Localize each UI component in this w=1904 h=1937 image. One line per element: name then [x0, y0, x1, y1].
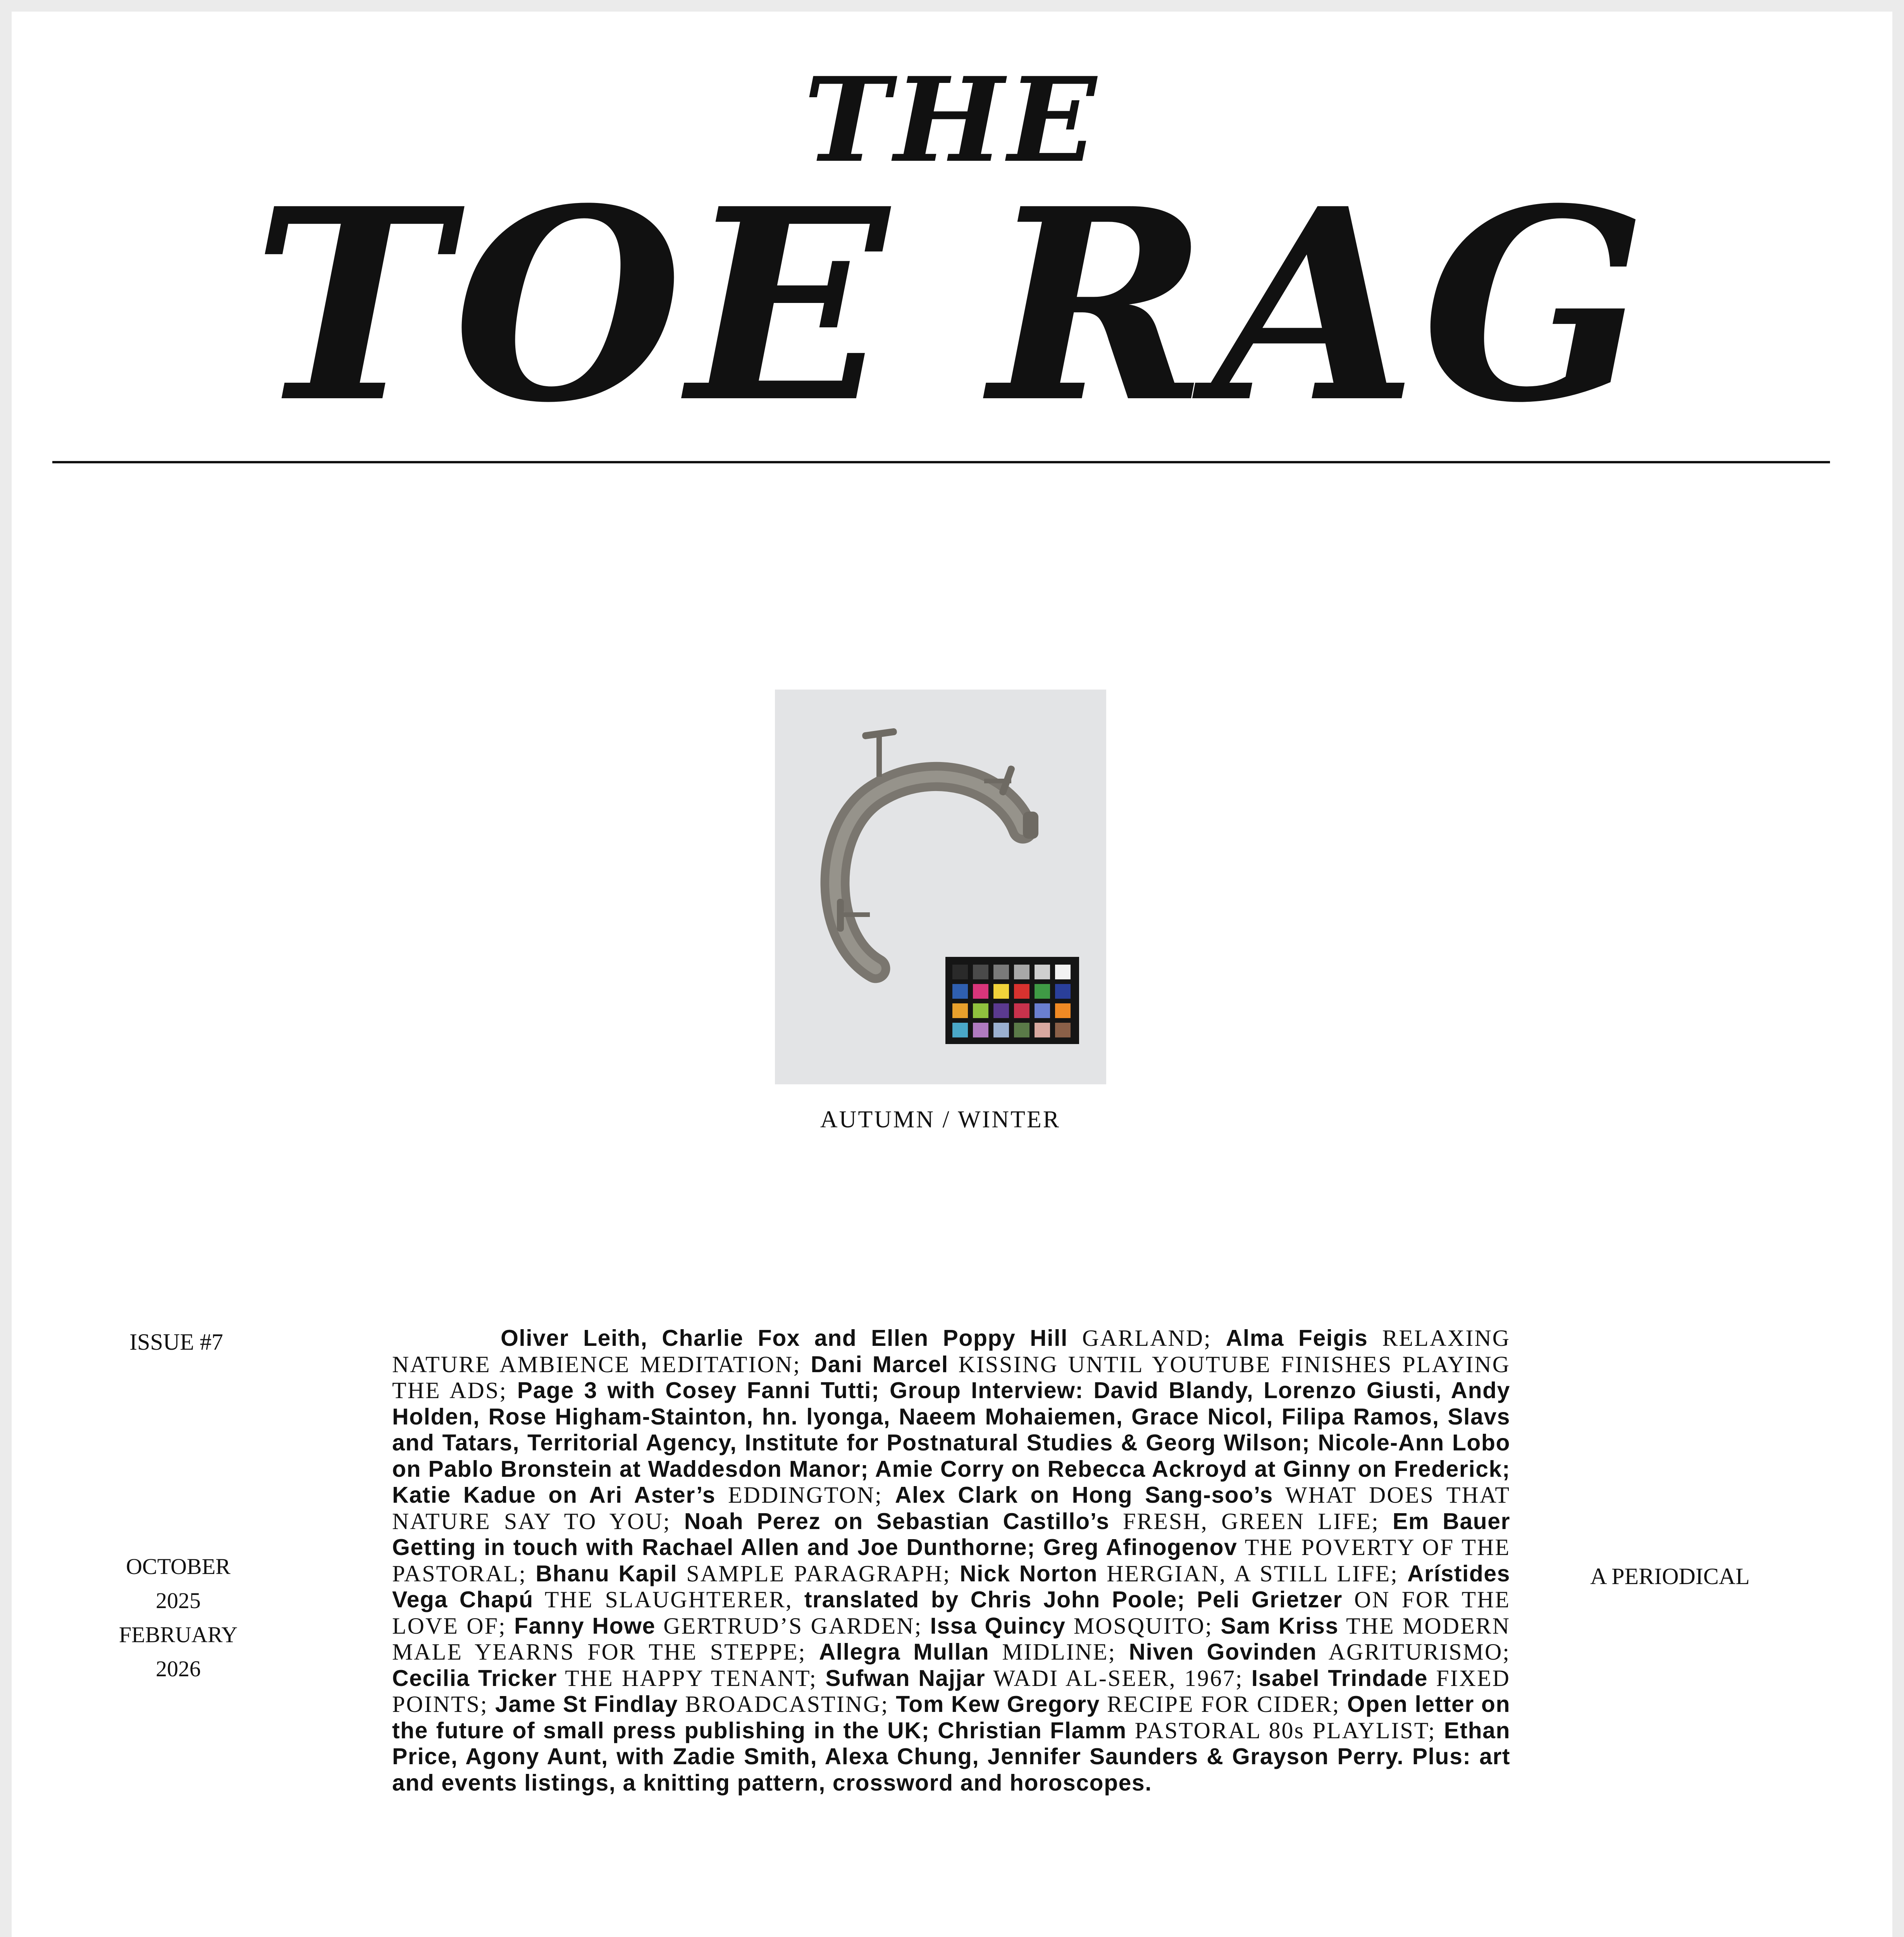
- contributor-name: Tom Kew Gregory: [896, 1691, 1100, 1717]
- piece-title: GARLAND;: [1067, 1325, 1226, 1351]
- piece-title: SAMPLE PARAGRAPH;: [677, 1560, 960, 1586]
- contributor-name: Noah Perez on Sebastian Castillo’s: [684, 1508, 1110, 1534]
- color-checker-patch: [1055, 1003, 1071, 1018]
- issue-dates: [116, 1550, 240, 1686]
- contributor-name: translated by Chris John Poole; Peli Grietzer: [804, 1587, 1343, 1612]
- date-start: OCTOBER 2025: [126, 1554, 231, 1613]
- contributor-name: Arístides Vega Chapú: [392, 1560, 1510, 1612]
- piece-title: EDDINGTON;: [715, 1482, 895, 1508]
- piece-title: FIXED POINTS;: [392, 1665, 1511, 1717]
- color-checker-patch: [993, 984, 1009, 999]
- periodical-label: A PERIODICAL: [1590, 1564, 1750, 1589]
- piece-title: THE MODERN MALE YEARNS FOR THE STEPPE;: [392, 1613, 1510, 1665]
- color-checker-patch: [973, 965, 988, 979]
- piece-title: THE SLAUGHTERER,: [533, 1587, 804, 1612]
- piece-title: AGRITURISMO;: [1317, 1639, 1510, 1665]
- color-checker-patch: [1035, 965, 1050, 979]
- color-checker-patch: [973, 1003, 988, 1018]
- contributor-name: Em Bauer Getting in touch with Rachael Allen and Joe Dunthorne; Greg Afinogenov: [392, 1508, 1510, 1560]
- color-checker-patch: [952, 965, 968, 979]
- piece-title: BROADCASTING;: [678, 1691, 896, 1717]
- color-checker-patch: [1035, 1023, 1050, 1037]
- color-checker-patch: [1014, 1023, 1029, 1037]
- piece-title: PASTORAL 80s PLAYLIST;: [1126, 1717, 1444, 1743]
- contributor-name: Oliver Leith, Charlie Fox and Ellen Poppy Hill: [501, 1325, 1068, 1351]
- contents-list: [392, 1325, 1510, 1796]
- contributor-name: Isabel Trindade: [1251, 1665, 1428, 1691]
- contributor-name: Page 3 with Cosey Fanni Tutti; Group Interview: David Blandy, Lorenzo Giusti, Andy Holden, Rose Higham-Stainton, hn. lyonga, Naeem Mohaiemen, Grace Nicol, Filipa Ramos, Slavs and Tatars, Territorial Agency, Institute for Postnatural Studies & Georg Wilson; Nicole-Ann Lobo on Pablo Bronstein at Waddesdon Manor; Amie Corry on Rebecca Ackroyd at Ginny on Frederick; Katie Kadue on Ari Aster’s: [392, 1378, 1510, 1508]
- issue-number: ISSUE #7: [129, 1329, 223, 1355]
- piece-title: HERGIAN, A STILL LIFE;: [1098, 1560, 1408, 1586]
- masthead-the: THE: [804, 52, 1100, 188]
- color-checker-patch: [1035, 984, 1050, 999]
- color-checker-patch: [993, 965, 1009, 979]
- color-checker-patch: [1035, 1003, 1050, 1018]
- color-checker-patch: [952, 1023, 968, 1037]
- contributor-name: Allegra Mullan: [819, 1639, 990, 1665]
- piece-title: THE HAPPY TENANT;: [557, 1665, 826, 1691]
- date-end: FEBRUARY 2026: [119, 1622, 238, 1681]
- season-label: AUTUMN / WINTER: [820, 1106, 1061, 1133]
- top-rule: [52, 461, 1830, 463]
- contributor-name: Niven Govinden: [1129, 1639, 1317, 1665]
- piece-title: MIDLINE;: [989, 1639, 1129, 1665]
- piece-title: GERTRUD’S GARDEN;: [655, 1613, 930, 1639]
- color-checker-patch: [993, 1023, 1009, 1037]
- contributor-name: Open letter on the future of small press publishing in the UK; Christian Flamm: [392, 1691, 1511, 1743]
- contributor-name: Sam Kriss: [1221, 1613, 1339, 1639]
- color-checker-patch: [1055, 965, 1071, 979]
- color-checker-patch: [1055, 984, 1071, 999]
- contributor-name: Alma Feigis: [1226, 1325, 1368, 1351]
- contributor-name: Sufwan Najjar: [825, 1665, 986, 1691]
- contributor-name: Nick Norton: [960, 1560, 1098, 1586]
- contributor-name: Jame St Findlay: [495, 1691, 678, 1717]
- piece-title: KISSING UNTIL YOUTUBE FINISHES PLAYING THE ADS;: [392, 1351, 1511, 1403]
- masthead-title: TOE RAG: [252, 151, 1652, 461]
- color-checker-patch: [952, 1003, 968, 1018]
- piece-title: ON FOR THE LOVE OF;: [392, 1587, 1510, 1639]
- color-checker-patch: [1014, 984, 1029, 999]
- color-checker-patch: [993, 1003, 1009, 1018]
- color-checker-patch: [973, 1023, 988, 1037]
- color-checker-patch: [952, 984, 968, 999]
- color-checker-patch: [1055, 1023, 1071, 1037]
- piece-title: RECIPE FOR CIDER;: [1100, 1691, 1347, 1717]
- contributor-name: Bhanu Kapil: [535, 1560, 678, 1586]
- piece-title: MOSQUITO;: [1066, 1613, 1221, 1639]
- piece-title: RELAXING NATURE AMBIENCE MEDITATION;: [392, 1325, 1510, 1377]
- color-checker-patch: [1014, 1003, 1029, 1018]
- contributor-name: Cecilia Tricker: [392, 1665, 557, 1691]
- contributor-name: Issa Quincy: [930, 1613, 1066, 1639]
- cover-photo-horseshoe: [775, 690, 1106, 1084]
- contributor-name: Dani Marcel: [811, 1351, 949, 1377]
- color-checker-patch: [973, 984, 988, 999]
- color-checker-patch: [1014, 965, 1029, 979]
- piece-title: THE POVERTY OF THE PASTORAL;: [392, 1534, 1510, 1586]
- piece-title: WHAT DOES THAT NATURE SAY TO YOU;: [392, 1482, 1510, 1534]
- contributor-name: Fanny Howe: [514, 1613, 656, 1639]
- contributor-name: Alex Clark on Hong Sang-soo’s: [895, 1482, 1273, 1508]
- contributor-name: Ethan Price, Agony Aunt, with Zadie Smith, Alexa Chung, Jennifer Saunders & Grayson Perry. Plus: art and events listings, a knitting pattern, crossword and horoscopes.: [392, 1717, 1510, 1796]
- piece-title: FRESH, GREEN LIFE;: [1109, 1508, 1393, 1534]
- piece-title: WADI AL-SEER, 1967;: [985, 1665, 1252, 1691]
